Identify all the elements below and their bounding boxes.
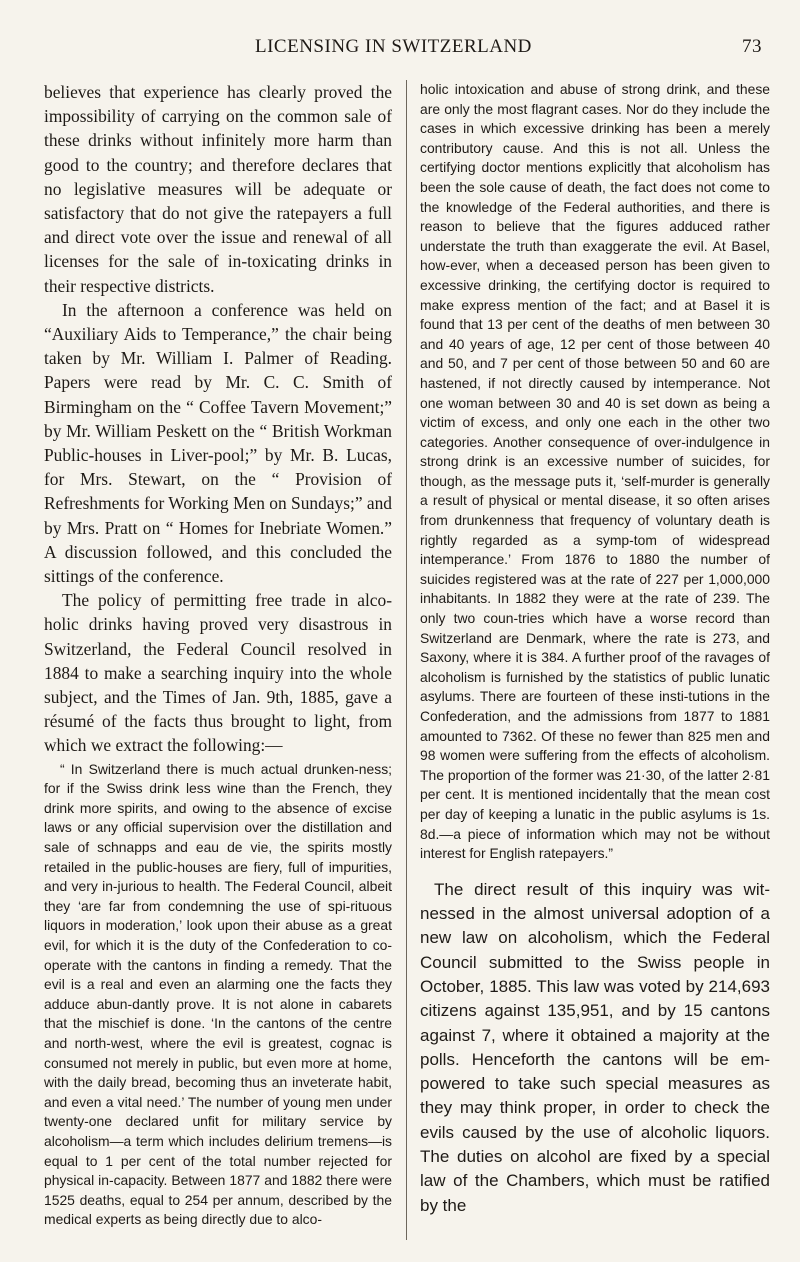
paragraph-conference: In the afternoon a conference was held on “Auxiliary Aids to Temperance,” the chair being taken by Mr. William I. Palmer of Reading. Papers were read by Mr. C. C. Smith of Birmingham on the “ Coffee Tavern Movement;” by Mr. William Peskett on the “ British Workman Public-houses in Liver-pool;” by Mr. B. Lucas, for Mrs. Stewart, on the “ Provision of Refreshments for Working Men on Sundays;” and by Mrs. Pratt on “ Homes for Inebriate Women.” A discussion followed, and this concluded the sittings of the conference. xyxy=(44,299,392,587)
running-header xyxy=(40,36,770,62)
paragraph-policy: The policy of permitting free trade in alco-holic drinks having proved very disastrous in Switzerland, the Federal Council resolved in 1884 to make a searching inquiry into the whole subject, and the Times of Jan. 9th, 1885, gave a résumé of the facts thus brought to light, from which we extract the following:— xyxy=(44,590,392,756)
left-column xyxy=(44,80,392,1240)
column-divider xyxy=(406,80,407,1240)
paragraph-direct-result: The direct result of this inquiry was wit-nessed in the almost universal adoption of a new law on alcoholism, which the Federal Council submitted to the Swiss people in October, 1885. This law was voted by 214,693 citizens against 135,951, and by 15 cantons against 7, where it obtained a majority at the polls. Henceforth the cantons will be em-powered to take such special measures as they may think proper, in order to check the evils caused by the use of alcoholic liquors. The duties on alcohol are fixed by a special law of the Chambers, which must be ratified by the xyxy=(420,879,770,1215)
right-column xyxy=(420,80,770,1240)
times-quote: “ In Switzerland there is much actual drunken-ness; for if the Swiss drink less wine than the French, they drink more spirits, and owing to the absence of excise laws or any official supervision over the distillation and sale of schnapps and eau de vie, the spirits mostly retailed in the public-houses are fiery, full of impurities, and very in-jurious to health. The Federal Council, albeit they ‘are far from condemning the use of spi-rituous liquors in moderation,’ look upon their abuse as a great evil, for which it is the duty of the Confederation to co-operate with the cantons in finding a remedy. That the evil is a real and even an alarming one the facts they adduce abun-dantly prove. It is not alone in cabarets that the mischief is done. ‘In the cantons of the centre and north-west, where the evil is greatest, cognac is consumed not merely in public, but even more at home, with the daily bread, becoming thus an inveterate habit, and even a vital need.’ The number of young men under twenty-one declared unfit for military service by alcoholism—a term which includes delirium tremens—is equal to 1 per cent of the total number rejected for physical in-capacity. Between 1877 and 1882 there were 1525 deaths, equal to 254 per annum, described by the medical experts as being directly due to alco- xyxy=(44,760,392,1228)
running-title: LICENSING IN SWITZERLAND xyxy=(255,36,532,57)
times-quote-continued: holic intoxication and abuse of strong drink, and these are only the most flagrant cases. Nor do they include the cases in which excessive drinking has been a merely contributory cause. And this is not all. Unless the certifying doctor mentions explicitly that alcoholism has been the sole cause of death, the fact does not come to the knowledge of the Federal authorities, and there is reason to believe that the figures adduced rather understate the truth than exaggerate the evil. At Basel, how-ever, when a deceased person has been given to excessive drinking, the certifying doctor is required to make express mention of the fact; and at Basel it is found that 13 per cent of the deaths of men between 30 and 40 years of age, 12 per cent of those between 40 and 50, and 7 per cent of those between 50 and 60 are hastened, if not directly caused by intemperance. Not one woman between 30 and 40 is set down as being a victim of excess, and only one each in the other two categories. Another consequence of over-indulgence in strong drink is an excessive number of suicides, for though, as the message puts it, ‘self-murder is generally a result of physical or mental disease, it so often arises from drunkenness that frequency of voluntary death is rightly regarded as a symp-tom of widespread intemperance.’ From 1876 to 1880 the number of suicides registered was at the rate of 227 per 1,000,000 inhabitants. In 1882 they were at the rate of 239. The only two coun-tries which have a worse record than Switzerland are Denmark, where the rate is 273, and Saxony, where it is 384. A further proof of the ravages of alcoholism is furnished by the statistics of public lunatic asylums. There are fourteen of these insti-tutions in the Confederation, and the admissions from 1877 to 1881 amounted to 7362. Of these no fewer than 825 men and 98 women were suffering from the effects of alcoholism. The proportion of the former was 21·30, of the latter 2·81 per cent. It is mentioned incidentally that the mean cost per day of keeping a lunatic in the public asylums is 1s. 8d.—a piece of information which may not be without interest for English ratepayers.” xyxy=(420,81,770,862)
paragraph-resolution: believes that experience has clearly proved the impossibility of carrying on the common sale of these drinks without infinitely more harm than good to the country; and therefore declares that no legislative measures will be adequate or satisfactory that do not give the ratepayers a full and direct vote over the issue and renewal of all licenses for the sale of in-toxicating drinks in their respective districts. xyxy=(44,82,392,296)
page-number: 73 xyxy=(742,36,762,57)
